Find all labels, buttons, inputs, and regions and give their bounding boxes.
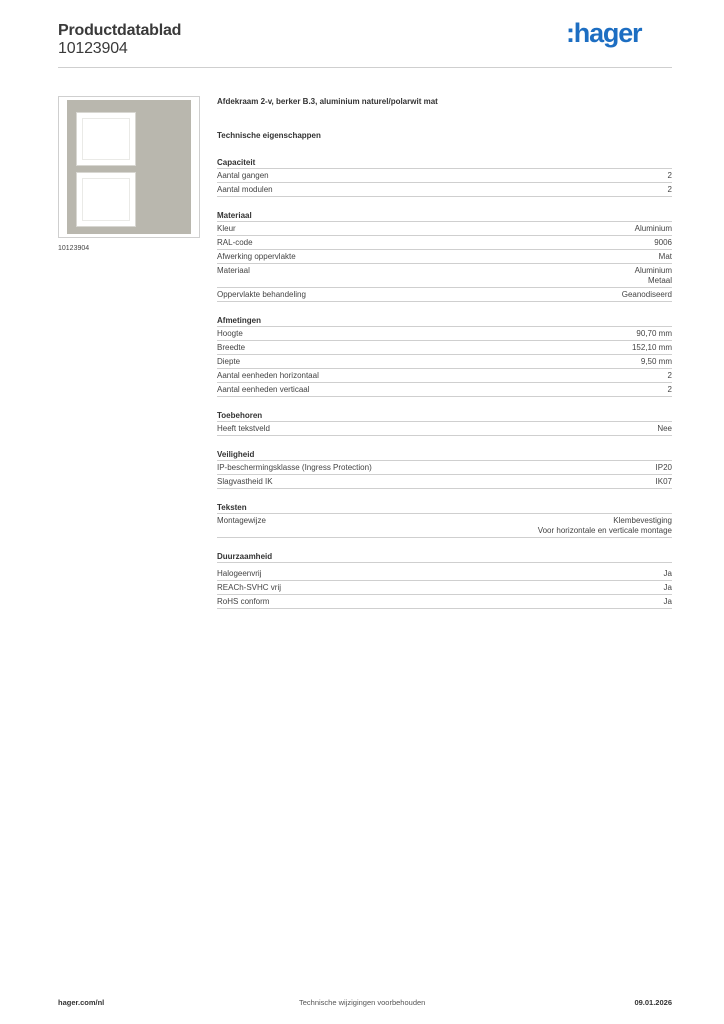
spec-label: Breedte	[217, 343, 246, 352]
spec-row	[217, 461, 672, 475]
page-title: Productdatablad	[58, 22, 182, 39]
section-title: Toebehoren	[217, 410, 672, 422]
spec-row	[217, 169, 672, 183]
spec-value	[635, 266, 672, 286]
spec-value-line: IK07	[655, 477, 672, 486]
spec-value-line: Geanodiseerd	[621, 290, 672, 299]
spec-value-line: Nee	[657, 424, 672, 433]
spec-value	[622, 290, 672, 300]
spec-value-line: 2	[667, 185, 672, 194]
product-image	[58, 96, 200, 238]
spec-value	[654, 238, 672, 248]
frame-image	[67, 100, 191, 234]
spec-value	[664, 569, 672, 579]
spec-label: RoHS conform	[217, 597, 270, 606]
spec-row	[217, 355, 672, 369]
spec-value-line: 9006	[654, 238, 672, 247]
spec-value	[664, 597, 672, 607]
spec-row	[217, 595, 672, 609]
spec-sections	[217, 157, 672, 609]
footer-date: 09.01.2026	[634, 998, 672, 1007]
spec-value	[668, 171, 672, 181]
spec-value-line: Ja	[663, 569, 672, 578]
spec-value-line: Ja	[663, 583, 672, 592]
spec-value	[635, 224, 672, 234]
spec-row	[217, 514, 672, 538]
spec-row	[217, 475, 672, 489]
spec-value-line: Metaal	[647, 276, 672, 285]
spec-section	[217, 210, 672, 302]
spec-label: REACh-SVHC vrij	[217, 583, 282, 592]
spec-label: Aantal eenheden verticaal	[217, 385, 310, 394]
spec-value-line: Ja	[663, 597, 672, 606]
spec-section	[217, 449, 672, 489]
spec-value	[659, 252, 672, 262]
spec-label: Heeft tekstveld	[217, 424, 270, 433]
spec-label: Halogeenvrij	[217, 569, 262, 578]
spec-label: Diepte	[217, 357, 241, 366]
frame-opening-top	[76, 112, 136, 166]
spec-section	[217, 502, 672, 538]
spec-row	[217, 250, 672, 264]
spec-section	[217, 315, 672, 397]
spec-label: IP-beschermingsklasse (Ingress Protection)	[217, 463, 372, 472]
section-title: Veiligheid	[217, 449, 672, 461]
spec-value	[538, 516, 672, 536]
section-title: Capaciteit	[217, 157, 672, 169]
spec-row	[217, 422, 672, 436]
spec-row	[217, 581, 672, 595]
spec-row	[217, 369, 672, 383]
spec-label: Aantal gangen	[217, 171, 269, 180]
spec-row	[217, 183, 672, 197]
product-title: Afdekraam 2-v, berker B.3, aluminium naturel/polarwit mat	[217, 97, 438, 106]
spec-section	[217, 551, 672, 609]
spec-value-line: Aluminium	[634, 266, 672, 275]
spec-value	[632, 343, 672, 353]
spec-value	[668, 371, 672, 381]
spec-label: RAL-code	[217, 238, 253, 247]
spec-section	[217, 157, 672, 197]
image-caption: 10123904	[58, 245, 90, 252]
footer-website[interactable]: hager.com/nl	[58, 998, 105, 1007]
section-title: Afmetingen	[217, 315, 672, 327]
spec-label: Hoogte	[217, 329, 243, 338]
spec-section	[217, 410, 672, 436]
spec-row	[217, 222, 672, 236]
spec-value	[656, 463, 672, 473]
spec-row	[217, 327, 672, 341]
spec-label: Afwerking oppervlakte	[217, 252, 296, 261]
spec-row	[217, 264, 672, 288]
spec-value	[641, 357, 672, 367]
spec-value	[657, 424, 672, 434]
spec-value	[668, 385, 672, 395]
spec-value	[668, 185, 672, 195]
product-details	[217, 96, 672, 609]
spec-label: Slagvastheid IK	[217, 477, 273, 486]
spec-row	[217, 383, 672, 397]
spec-label: Montagewijze	[217, 516, 266, 525]
footer-disclaimer: Technische wijzigingen voorbehouden	[299, 998, 426, 1007]
spec-value	[636, 329, 672, 339]
tech-heading: Technische eigenschappen	[217, 131, 321, 140]
product-code: 10123904	[58, 40, 128, 57]
hager-logo[interactable]: :hager	[566, 18, 642, 48]
header-divider	[58, 67, 672, 68]
spec-value-line: 152,10 mm	[631, 343, 672, 352]
spec-value-line: Mat	[658, 252, 672, 261]
spec-value	[656, 477, 672, 487]
spec-row	[217, 236, 672, 250]
spec-row	[217, 288, 672, 302]
spec-label: Oppervlakte behandeling	[217, 290, 306, 299]
spec-value-line: Aluminium	[634, 224, 672, 233]
spec-value-line: 2	[667, 171, 672, 180]
spec-value-line: 9,50 mm	[640, 357, 672, 366]
section-title: Materiaal	[217, 210, 672, 222]
spec-label: Aantal modulen	[217, 185, 273, 194]
spec-label: Aantal eenheden horizontaal	[217, 371, 319, 380]
spec-value-line: 2	[667, 385, 672, 394]
spec-label: Materiaal	[217, 266, 250, 275]
spec-label: Kleur	[217, 224, 236, 233]
spec-value-line: Voor horizontale en verticale montage	[537, 526, 672, 535]
spec-row	[217, 567, 672, 581]
spec-row	[217, 341, 672, 355]
spec-value-line: 2	[667, 371, 672, 380]
spec-value	[664, 583, 672, 593]
section-title: Teksten	[217, 502, 672, 514]
spec-value-line: IP20	[655, 463, 672, 472]
frame-opening-bottom	[76, 172, 136, 227]
section-title: Duurzaamheid	[217, 551, 672, 563]
spec-value-line: Klembevestiging	[613, 516, 672, 525]
spec-value-line: 90,70 mm	[636, 329, 672, 338]
